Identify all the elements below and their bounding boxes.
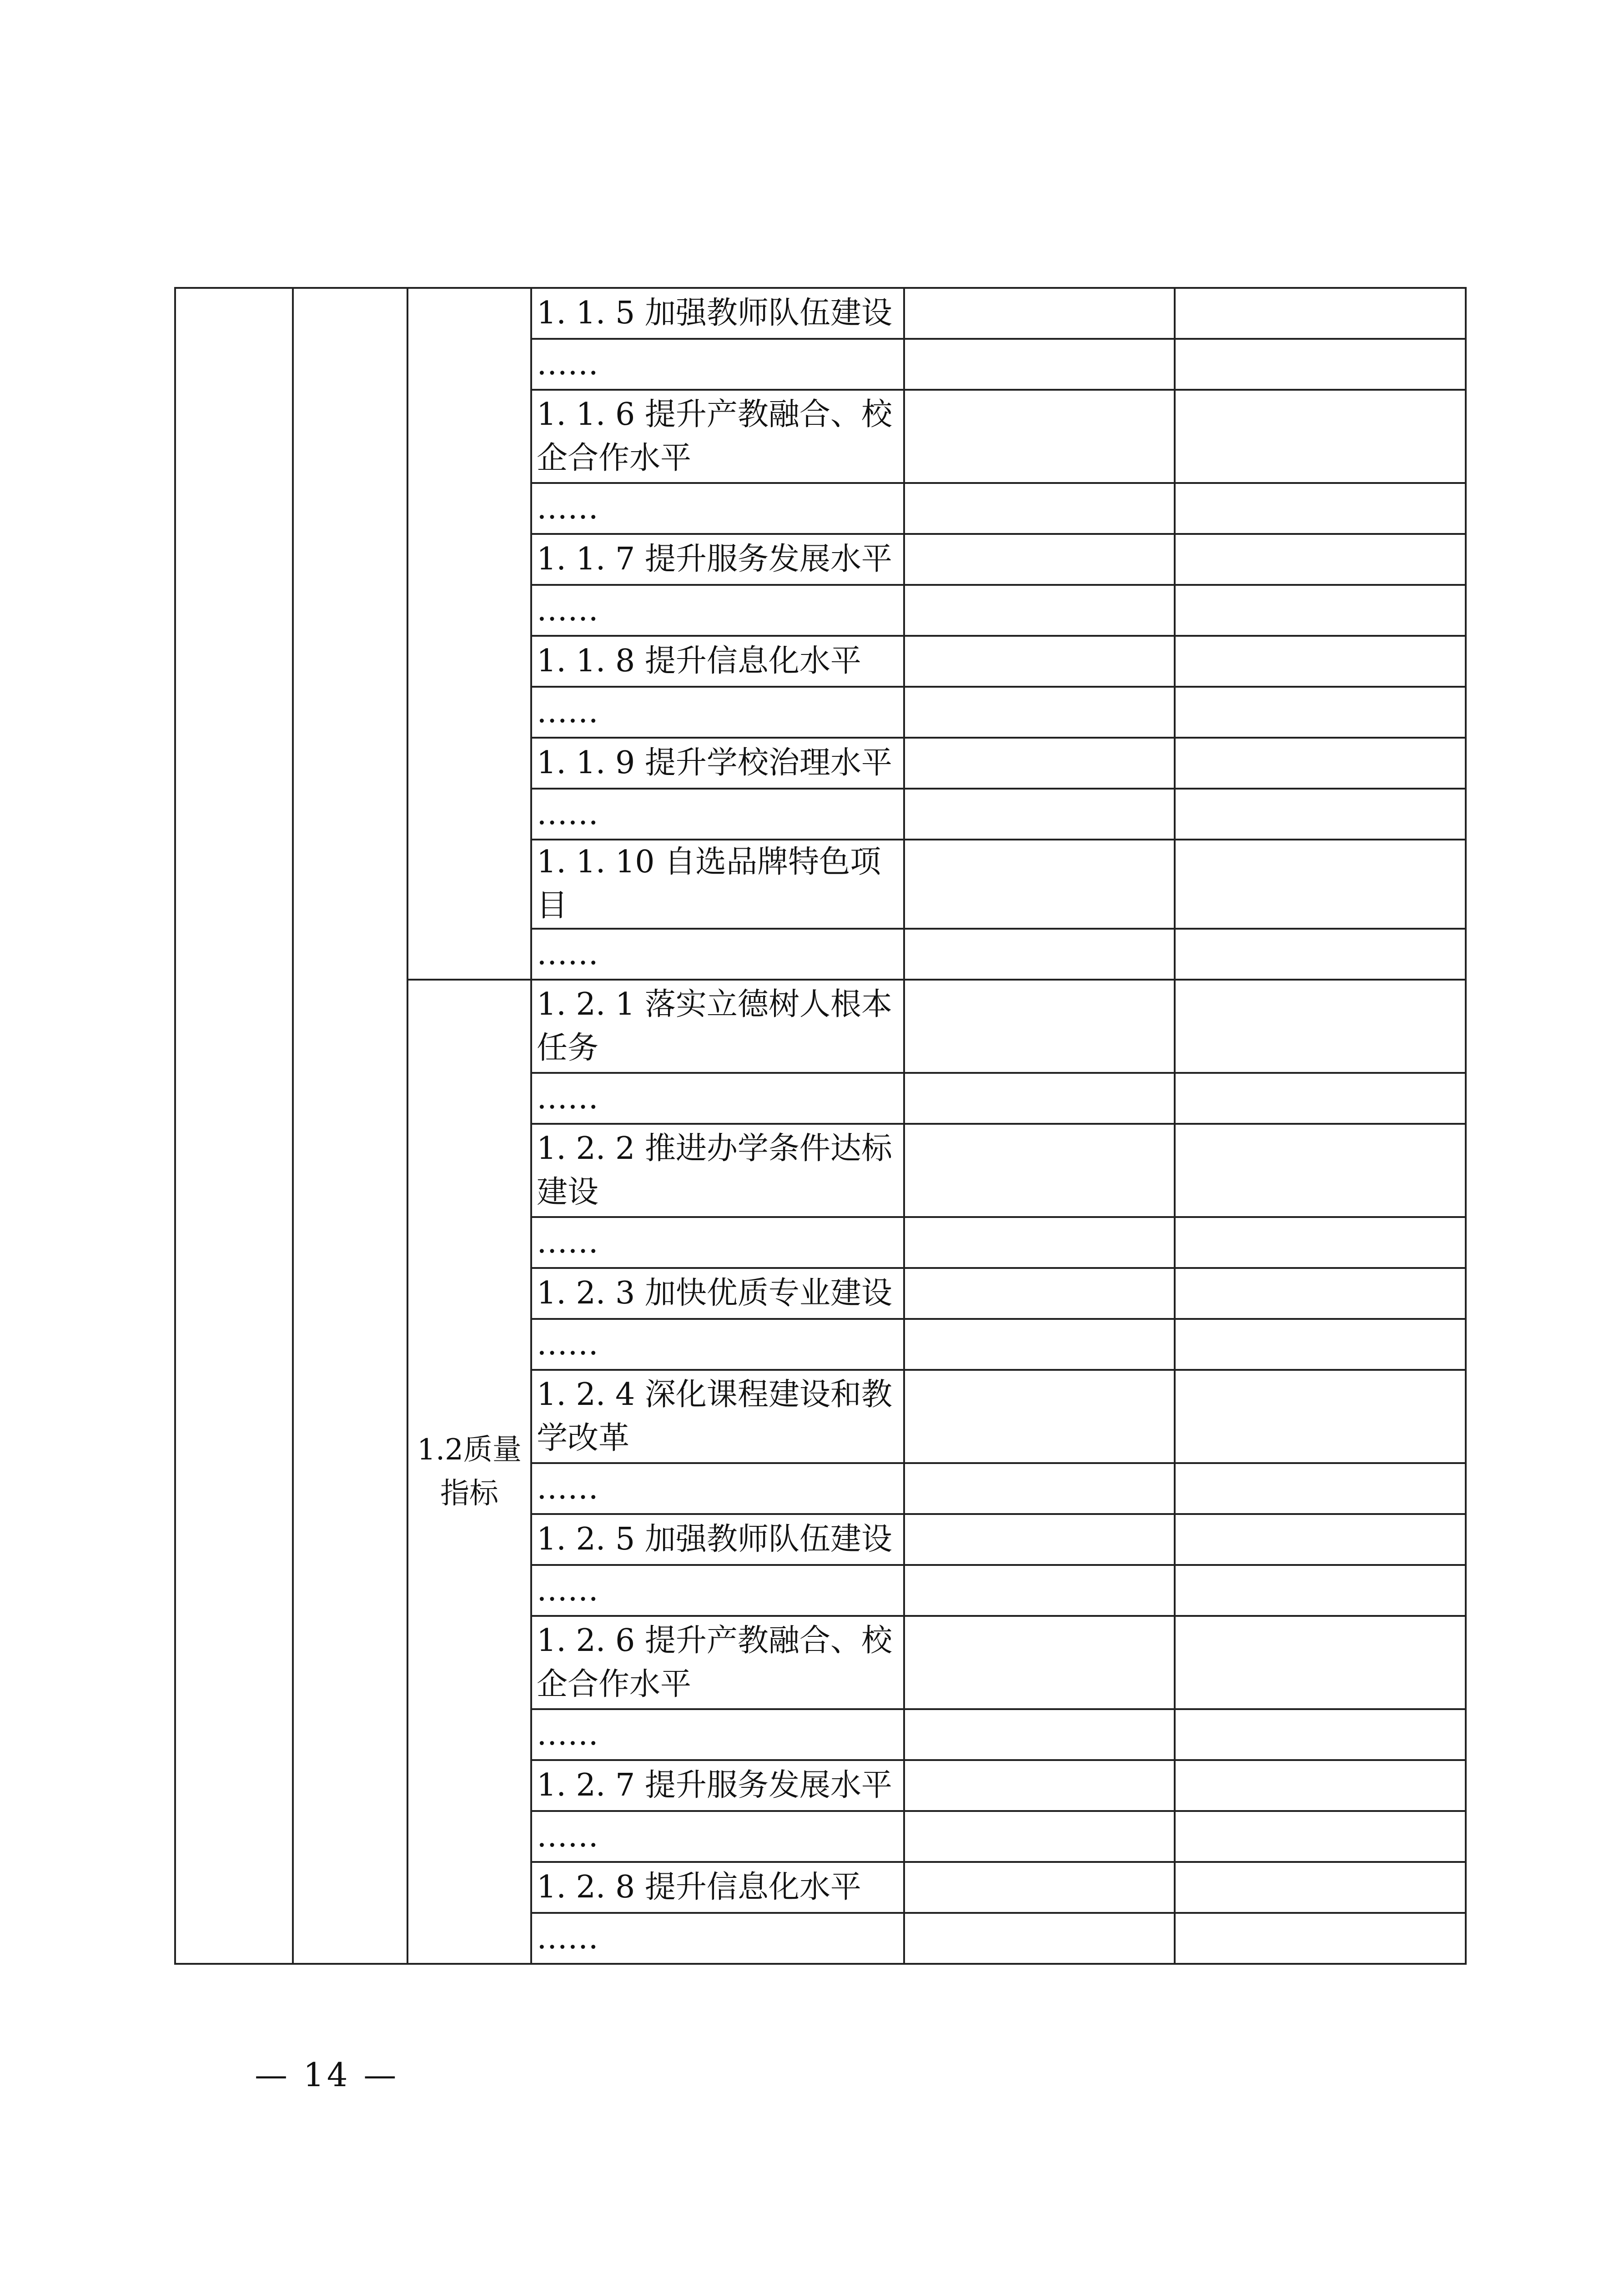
value-cell xyxy=(904,1514,1175,1565)
value-cell xyxy=(904,1217,1175,1268)
notes-cell xyxy=(1175,1073,1466,1124)
value-cell xyxy=(904,840,1175,929)
value-cell xyxy=(904,1565,1175,1616)
value-cell xyxy=(904,738,1175,789)
sub-category-cell xyxy=(293,288,407,1964)
table-row xyxy=(175,288,1466,339)
indicator-label: 1. 2. 2 推进办学条件达标建设 xyxy=(531,1124,904,1217)
indicator-label: 1. 1. 8 提升信息化水平 xyxy=(531,636,904,687)
indicator-label: …… xyxy=(531,339,904,390)
value-cell xyxy=(904,339,1175,390)
value-cell xyxy=(904,929,1175,980)
value-cell xyxy=(904,789,1175,840)
value-cell xyxy=(904,636,1175,687)
notes-cell xyxy=(1175,585,1466,636)
notes-cell xyxy=(1175,1319,1466,1370)
value-cell xyxy=(904,585,1175,636)
value-cell xyxy=(904,1370,1175,1463)
value-cell xyxy=(904,1616,1175,1709)
indicator-label: …… xyxy=(531,1913,904,1964)
notes-cell xyxy=(1175,687,1466,738)
notes-cell xyxy=(1175,1709,1466,1760)
value-cell xyxy=(904,1811,1175,1862)
notes-cell xyxy=(1175,1463,1466,1514)
value-cell xyxy=(904,1073,1175,1124)
group-cell-1-1 xyxy=(407,288,531,980)
notes-cell xyxy=(1175,1514,1466,1565)
notes-cell xyxy=(1175,1913,1466,1964)
indicator-label: …… xyxy=(531,789,904,840)
value-cell xyxy=(904,534,1175,585)
indicator-label: …… xyxy=(531,1709,904,1760)
value-cell xyxy=(904,1124,1175,1217)
notes-cell xyxy=(1175,636,1466,687)
indicator-label: 1. 1. 6 提升产教融合、校企合作水平 xyxy=(531,390,904,483)
indicator-label: …… xyxy=(531,1217,904,1268)
value-cell xyxy=(904,1463,1175,1514)
indicator-label: …… xyxy=(531,687,904,738)
notes-cell xyxy=(1175,929,1466,980)
indicator-label: 1. 2. 4 深化课程建设和教学改革 xyxy=(531,1370,904,1463)
notes-cell xyxy=(1175,534,1466,585)
notes-cell xyxy=(1175,339,1466,390)
value-cell xyxy=(904,980,1175,1073)
notes-cell xyxy=(1175,840,1466,929)
value-cell xyxy=(904,1319,1175,1370)
indicator-label: …… xyxy=(531,929,904,980)
value-cell xyxy=(904,1268,1175,1319)
group-cell-1-2: 1.2质量指标 xyxy=(407,980,531,1964)
notes-cell xyxy=(1175,738,1466,789)
value-cell xyxy=(904,1862,1175,1913)
notes-cell xyxy=(1175,1760,1466,1811)
indicator-label: …… xyxy=(531,1565,904,1616)
indicator-label: …… xyxy=(531,585,904,636)
value-cell xyxy=(904,1709,1175,1760)
value-cell xyxy=(904,288,1175,339)
notes-cell xyxy=(1175,288,1466,339)
notes-cell xyxy=(1175,1124,1466,1217)
notes-cell xyxy=(1175,1565,1466,1616)
notes-cell xyxy=(1175,390,1466,483)
indicator-label: 1. 2. 5 加强教师队伍建设 xyxy=(531,1514,904,1565)
indicator-label: 1. 1. 10 自选品牌特色项目 xyxy=(531,840,904,929)
page-number: — 14 — xyxy=(255,2056,399,2094)
value-cell xyxy=(904,1913,1175,1964)
indicator-label: 1. 2. 7 提升服务发展水平 xyxy=(531,1760,904,1811)
indicator-label: …… xyxy=(531,483,904,534)
outer-category-cell xyxy=(175,288,293,1964)
indicator-table xyxy=(174,287,1467,1965)
indicator-label: 1. 1. 9 提升学校治理水平 xyxy=(531,738,904,789)
notes-cell xyxy=(1175,1616,1466,1709)
notes-cell xyxy=(1175,1268,1466,1319)
indicator-table-body xyxy=(175,288,1466,1964)
indicator-label: 1. 2. 6 提升产教融合、校企合作水平 xyxy=(531,1616,904,1709)
notes-cell xyxy=(1175,1370,1466,1463)
notes-cell xyxy=(1175,483,1466,534)
indicator-label: …… xyxy=(531,1463,904,1514)
indicator-label: 1. 1. 7 提升服务发展水平 xyxy=(531,534,904,585)
notes-cell xyxy=(1175,789,1466,840)
indicator-label: …… xyxy=(531,1073,904,1124)
indicator-label: 1. 2. 1 落实立德树人根本任务 xyxy=(531,980,904,1073)
indicator-label: 1. 2. 8 提升信息化水平 xyxy=(531,1862,904,1913)
indicator-label: 1. 1. 5 加强教师队伍建设 xyxy=(531,288,904,339)
value-cell xyxy=(904,1760,1175,1811)
notes-cell xyxy=(1175,1862,1466,1913)
notes-cell xyxy=(1175,1217,1466,1268)
value-cell xyxy=(904,483,1175,534)
indicator-label: …… xyxy=(531,1811,904,1862)
indicator-label: …… xyxy=(531,1319,904,1370)
notes-cell xyxy=(1175,1811,1466,1862)
value-cell xyxy=(904,390,1175,483)
notes-cell xyxy=(1175,980,1466,1073)
indicator-label: 1. 2. 3 加快优质专业建设 xyxy=(531,1268,904,1319)
value-cell xyxy=(904,687,1175,738)
